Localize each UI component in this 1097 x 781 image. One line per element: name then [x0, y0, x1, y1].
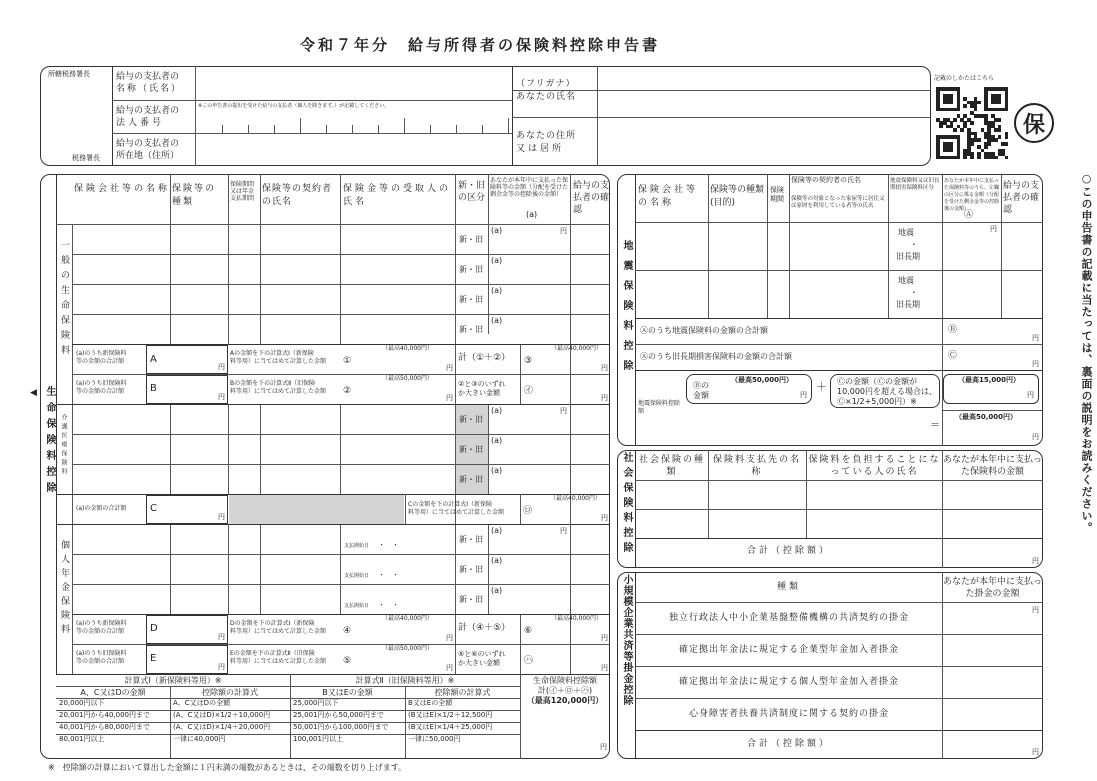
social-row-2-amount[interactable]	[943, 510, 1042, 538]
row-e-amount[interactable]: 円	[146, 645, 228, 674]
row-d-amount[interactable]: 円	[146, 615, 228, 644]
f2-range-4: 100,001円以上	[293, 735, 343, 743]
f1-calc-2: (A、C又はD)×1/2＋10,000円	[173, 711, 271, 719]
pension-amount-1[interactable]	[489, 525, 570, 553]
row-c-letter: C	[150, 503, 157, 514]
quake-h-company: 保険会社等の名称	[638, 185, 699, 208]
quake-type-old-1[interactable]: 旧長期	[896, 252, 920, 261]
life-section-label: 生命保険料控除	[44, 386, 55, 498]
quake-row-1[interactable]	[636, 223, 888, 269]
row-a-amount[interactable]: 円	[146, 345, 228, 374]
life-h-period: 保険期間又は年金支払期間	[230, 181, 255, 202]
care-newold-1[interactable]: 新・旧	[459, 415, 483, 424]
f2-calc-2: (B又はE)×1/2＋12,500円	[408, 711, 493, 719]
quake-total-field[interactable]: （最高50,000円） 円	[943, 410, 1042, 444]
furigana-label: （フリガナ）	[516, 79, 576, 89]
quake-amount-2[interactable]	[943, 271, 1000, 317]
life-h-company: 保険会社等の名称	[74, 184, 171, 194]
quake-h-target: 保険等の対象となった家屋等に居住又は家財を利用している者等の氏名	[791, 196, 885, 209]
max-23-label: ②と③のいずれ か大きい金額	[458, 380, 506, 397]
calc-3-field[interactable]: ③ （最高40,000円） 円	[520, 345, 610, 374]
small-item-4: 心身障害者扶養共済制度に関する契約の掛金	[688, 709, 889, 719]
social-h4: あなたが本年中に支払った保険料の金額	[943, 455, 1043, 477]
row-b-label: (a)のうち旧保険料 等の金額の合計額	[76, 380, 127, 395]
small-section-label: 小規模企業共済等掛金控除	[621, 574, 632, 706]
calc-2-field[interactable]: ② （最高50,000円） 円	[343, 375, 453, 402]
social-total-field[interactable]: 円	[1032, 557, 1039, 565]
f2-range-3: 50,001円から100,000円まで	[293, 723, 389, 731]
yen-unit: 円	[1032, 606, 1039, 614]
quake-calc-c-note: Ⓒの金額（Ⓒの金額が 10,000円を超える場合は、 Ⓒ×1/2+5,000円）※	[830, 374, 940, 408]
quake-sum-b-field[interactable]: Ⓑ 円	[948, 325, 1039, 342]
row-a-label: (a)のうち新保険料 等の金額の合計額	[76, 350, 127, 365]
social-row-1[interactable]	[636, 481, 942, 509]
quake-type-dot-2: ・	[910, 288, 918, 297]
life-h-receiver: 保険金等の受取人の氏名	[343, 184, 452, 207]
row-b-amount[interactable]: 円	[146, 375, 228, 404]
f2-range-2: 25,001円から50,000円まで	[293, 711, 384, 719]
formula1-title: 計算式Ⅰ（新保険料等用）※	[124, 676, 222, 685]
f2-calc-4: 一律に50,000円	[408, 735, 461, 743]
footnote: ※ 控除額の計算において算出した金額に１円未満の端数があるときは、その端数を切り上げます。	[48, 763, 407, 772]
quake-eq: ＝	[930, 420, 940, 431]
payer-addr-field[interactable]	[196, 134, 511, 166]
care-newold-3[interactable]: 新・旧	[459, 475, 483, 484]
general-newold-3[interactable]: 新・旧	[459, 295, 483, 304]
life-h-newold: 新・旧の区分	[458, 181, 486, 203]
side-note: ○この申告書の記載に当たっては、裏面の説明をお読みください。	[1080, 172, 1093, 534]
calc-d-label: Dの金額を下の計算式Ⅰ（新保険 料等用）に当てはめて計算した金額	[230, 620, 327, 635]
small-h-amount: あなたが本年中に支払った掛金の金額	[943, 577, 1043, 599]
row-a-letter: A	[150, 354, 157, 365]
payer-corp-note: ※この申告書の提出を受けた給与の支払者（個人を除きます。）が記載してください。	[198, 103, 390, 109]
general-amount-1[interactable]	[489, 225, 570, 253]
calc-6-field[interactable]: ⑥ （最高40,000円） 円	[520, 615, 610, 644]
row-c-label: (a)の金額の合計額	[76, 505, 127, 512]
f2-calc-1: B又はEの全額	[408, 699, 453, 707]
quake-amount-1[interactable]	[943, 223, 1000, 269]
tax-office-suffix: 税務署長	[72, 154, 100, 162]
payer-name-field[interactable]	[196, 66, 511, 100]
quake-row-2[interactable]	[636, 271, 888, 317]
your-name-field[interactable]	[598, 91, 930, 117]
pay-start-dots: ・ ・	[378, 541, 399, 549]
your-addr-label: あなたの住所 又は居所	[516, 131, 577, 154]
your-addr-field[interactable]	[598, 118, 930, 166]
quake-type-quake-1[interactable]: 地震	[898, 228, 914, 237]
quake-calc-label: 地震保険料控除額	[638, 400, 681, 415]
pay-start-dots: ・ ・	[378, 571, 399, 579]
tax-office-label: 所轄税務署長	[48, 70, 90, 78]
general-newold-1[interactable]: 新・旧	[459, 235, 483, 244]
social-h2: 保険料支払先の名称	[712, 455, 801, 477]
care-row-1[interactable]	[73, 405, 455, 433]
sum-12-label: 計（①＋②）	[458, 353, 511, 363]
life-total-field[interactable]: 円	[600, 743, 607, 751]
quake-sum-c-label: Ⓐのうち旧長期損害保険料の金額の合計額	[640, 352, 792, 361]
quake-h-type: 地震保険料又は旧長期損害保険料区分	[890, 178, 940, 191]
furigana-field[interactable]	[598, 66, 930, 90]
quake-section-label: 地震保険料控除	[621, 240, 632, 380]
small-amount-2[interactable]	[943, 636, 1042, 666]
general-row-4[interactable]	[73, 315, 455, 343]
calc-a-label: Aの金額を下の計算式Ⅰ（新保険 料等用）に当てはめて計算した金額	[230, 350, 327, 365]
amount-mark: (a)	[491, 406, 503, 415]
payer-addr-label: 給与の支払者の 所在地（住所）	[116, 139, 180, 161]
calc-e-label: Eの金額を下の計算式Ⅱ（旧保険 料等用）に当てはめて計算した金額	[230, 650, 327, 665]
general-row-1[interactable]	[73, 225, 455, 253]
payer-name-label: 給与の支払者の 名称（氏名）	[116, 72, 183, 94]
amount-mark: (a)	[491, 556, 503, 565]
quake-type-dot-1: ・	[910, 240, 918, 249]
social-h3: 保険料を負担することになっている人の氏名	[808, 455, 941, 477]
small-amount-3[interactable]	[943, 668, 1042, 698]
social-total-label: 合計（控除額）	[746, 546, 831, 556]
care-amount-2[interactable]	[489, 435, 570, 463]
row-b-letter: B	[150, 383, 157, 394]
pay-start-dots: ・ ・	[378, 601, 399, 609]
f1-range-1: 20,000円以下	[59, 699, 105, 707]
social-h1: 社会保険の種類	[638, 455, 705, 477]
f1-range-3: 40,001円から80,000円まで	[59, 723, 150, 731]
care-newold-2[interactable]: 新・旧	[459, 445, 483, 454]
social-row-1-amount[interactable]	[943, 481, 1042, 509]
social-section-label: 社会保険料控除	[621, 452, 632, 557]
small-amount-1[interactable]	[943, 604, 1042, 634]
calc-ha-field[interactable]: ㋩ 円	[520, 645, 610, 674]
pay-start-label: 支払開始日	[344, 573, 370, 579]
pension-newold-1[interactable]: 新・旧	[459, 535, 483, 544]
quake-type-quake-2[interactable]: 地震	[898, 276, 914, 285]
formula2-title: 計算式Ⅱ（旧保険料等用）※	[355, 676, 455, 685]
quake-sum-b-label: Ⓐのうち地震保険料の金額の合計額	[640, 326, 768, 335]
row-d-label: (a)のうち新保険料 等の金額の合計額	[76, 620, 127, 635]
small-h-kind: 種類	[776, 582, 801, 592]
formula2-head2: 控除額の計算式	[434, 688, 491, 697]
small-amount-4[interactable]	[943, 700, 1042, 730]
social-row-2[interactable]	[636, 510, 942, 538]
quake-h-period: 保険期間	[770, 186, 784, 203]
calc-i-field[interactable]: ㋑ 円	[520, 375, 610, 404]
f1-range-4: 80,001円以上	[59, 735, 105, 743]
general-amount-4[interactable]	[489, 315, 570, 343]
quake-h-kind: 保険等の種類(目的)	[710, 185, 765, 208]
calc-b-label: Bの金額を下の計算式Ⅱ（旧保険 料等用）に当てはめて計算した金額	[230, 380, 327, 395]
general-newold-4[interactable]: 新・旧	[459, 325, 483, 334]
yen-unit: 円	[560, 527, 567, 535]
quake-type-old-2[interactable]: 旧長期	[896, 300, 920, 309]
calc-5-field[interactable]: ⑤ （最高50,000円） 円	[343, 645, 453, 672]
general-life-label: 一般の生命保険料	[59, 240, 69, 360]
sum-45-label: 計（④＋⑤）	[458, 623, 511, 633]
life-h-kind: 保険等の種類	[172, 184, 217, 207]
qr-label: 記載のしかたはこちら	[934, 75, 995, 82]
payer-corp-number-field[interactable]	[196, 118, 511, 133]
formula2-head1: B又はEの金額	[322, 688, 373, 697]
amount-mark: (a)	[491, 256, 503, 265]
care-amount-3[interactable]	[489, 465, 570, 493]
amount-mark: (a)	[491, 586, 503, 595]
general-newold-2[interactable]: 新・旧	[459, 265, 483, 274]
row-e-label: (a)のうち旧保険料 等の金額の合計額	[76, 650, 127, 665]
pension-label: 個人年金保険料	[59, 540, 69, 638]
quake-calc-b-field[interactable]: Ⓑの 金額 （最高50,000円） 円	[686, 374, 812, 404]
f1-range-2: 20,001円から40,000円まで	[59, 711, 150, 719]
care-label: 介護医療保険料	[60, 414, 67, 477]
pay-start-label: 支払開始日	[344, 603, 370, 609]
calc-1-field[interactable]: ① （最高40,000円） 円	[343, 345, 453, 372]
quake-h-contractor: 保険等の契約者の氏名	[791, 176, 861, 184]
formula1-head2: 控除額の計算式	[202, 688, 258, 697]
row-d-letter: D	[150, 623, 158, 634]
calc-ro-field[interactable]: ㋺ （最高40,000円） 円	[523, 495, 608, 522]
f1-calc-4: 一律に40,000円	[173, 735, 226, 743]
yen-unit: 円	[560, 407, 567, 415]
pay-start-label: 支払開始日	[344, 543, 370, 549]
row-c-amount[interactable]: 円	[146, 495, 228, 524]
your-name-label: あなたの氏名	[516, 92, 577, 102]
seal-mark: 保	[1014, 103, 1054, 143]
small-item-1: 独立行政法人中小企業基盤整備機構の共済契約の掛金	[668, 613, 909, 623]
row-e-letter: E	[150, 653, 157, 664]
yen-unit: 円	[560, 227, 567, 235]
formula1-head1: A、C又はDの金額	[80, 688, 146, 697]
small-item-3: 確定拠出年金法に規定する個人型年金加入者掛金	[678, 677, 899, 687]
quake-sum-c-field[interactable]: Ⓒ 円	[948, 351, 1039, 368]
quake-calc-c-field[interactable]: （最高15,000円） 円	[943, 374, 1039, 404]
amount-mark: (a)	[491, 286, 503, 295]
pension-newold-3[interactable]: 新・旧	[459, 595, 483, 604]
general-amount-2[interactable]	[489, 255, 570, 283]
f1-calc-3: (A、C又はD)×1/4＋20,000円	[173, 723, 271, 731]
form-title: 令和７年分 給与所得者の保険料控除申告書	[300, 36, 661, 54]
quake-plus: ＋	[816, 380, 827, 393]
calc-4-field[interactable]: ④ （最高40,000円） 円	[343, 615, 453, 642]
amount-mark: (a)	[491, 526, 503, 535]
life-h-contractor: 保険等の契約者の氏名	[262, 184, 333, 207]
calc-c-label: Cの金額を下の計算式Ⅰ（新保険 料等用）に当てはめて計算した金額	[408, 501, 505, 516]
small-total-field[interactable]: 円	[1032, 748, 1039, 756]
amount-mark: (a)	[491, 226, 503, 235]
life-total-label: 生命保険料控除額 計(㋑＋㋺＋㋩) （最高120,000円）	[526, 676, 604, 705]
quake-h-confirm: 給与の支払者の確認	[1003, 181, 1040, 215]
payer-corp-label: 給与の支払者の 法人番号	[116, 106, 180, 128]
care-row-3[interactable]	[73, 465, 455, 493]
life-h-amount: あなたが本年中に支払った保険料等の金額（分配を受けた剰余金等の控除後の金額）	[490, 177, 569, 198]
general-row-2[interactable]	[73, 255, 455, 283]
amount-mark: (a)	[491, 466, 503, 475]
care-row-2[interactable]	[73, 435, 455, 463]
small-item-2: 確定拠出年金法に規定する企業型年金加入者掛金	[678, 645, 899, 655]
general-row-3[interactable]	[73, 285, 455, 313]
max-56-label: ⑤と⑥のいずれ か大きい金額	[458, 650, 506, 667]
life-h-confirm: 給与の支払者の確認	[573, 181, 610, 215]
yen-unit: 円	[990, 225, 997, 233]
care-amount-1[interactable]	[489, 405, 570, 433]
amount-mark: (a)	[491, 436, 503, 445]
arrow-icon: ◀	[30, 388, 37, 398]
pension-newold-2[interactable]: 新・旧	[459, 565, 483, 574]
life-h-amount-mark: (a)	[526, 210, 538, 219]
general-amount-3[interactable]	[489, 285, 570, 313]
qr-code-icon[interactable]	[936, 87, 1008, 159]
amount-mark: (a)	[491, 316, 503, 325]
pension-amount-3[interactable]	[489, 585, 570, 613]
f2-calc-3: (B又はE)×1/4＋25,000円	[408, 723, 493, 731]
f2-range-1: 25,000円以下	[293, 699, 339, 707]
quake-h-amount-mark: Ⓐ	[964, 210, 974, 220]
f1-calc-1: A、C又はDの全額	[173, 699, 231, 707]
quake-h-amount: あなたが本年中に支払った保険料等のうち、左欄の区分に係る金額（分配を受けた剰余金等の控除後の金額）	[944, 178, 1000, 212]
small-total-label: 合計（控除額）	[746, 739, 831, 749]
pension-amount-2[interactable]	[489, 555, 570, 583]
